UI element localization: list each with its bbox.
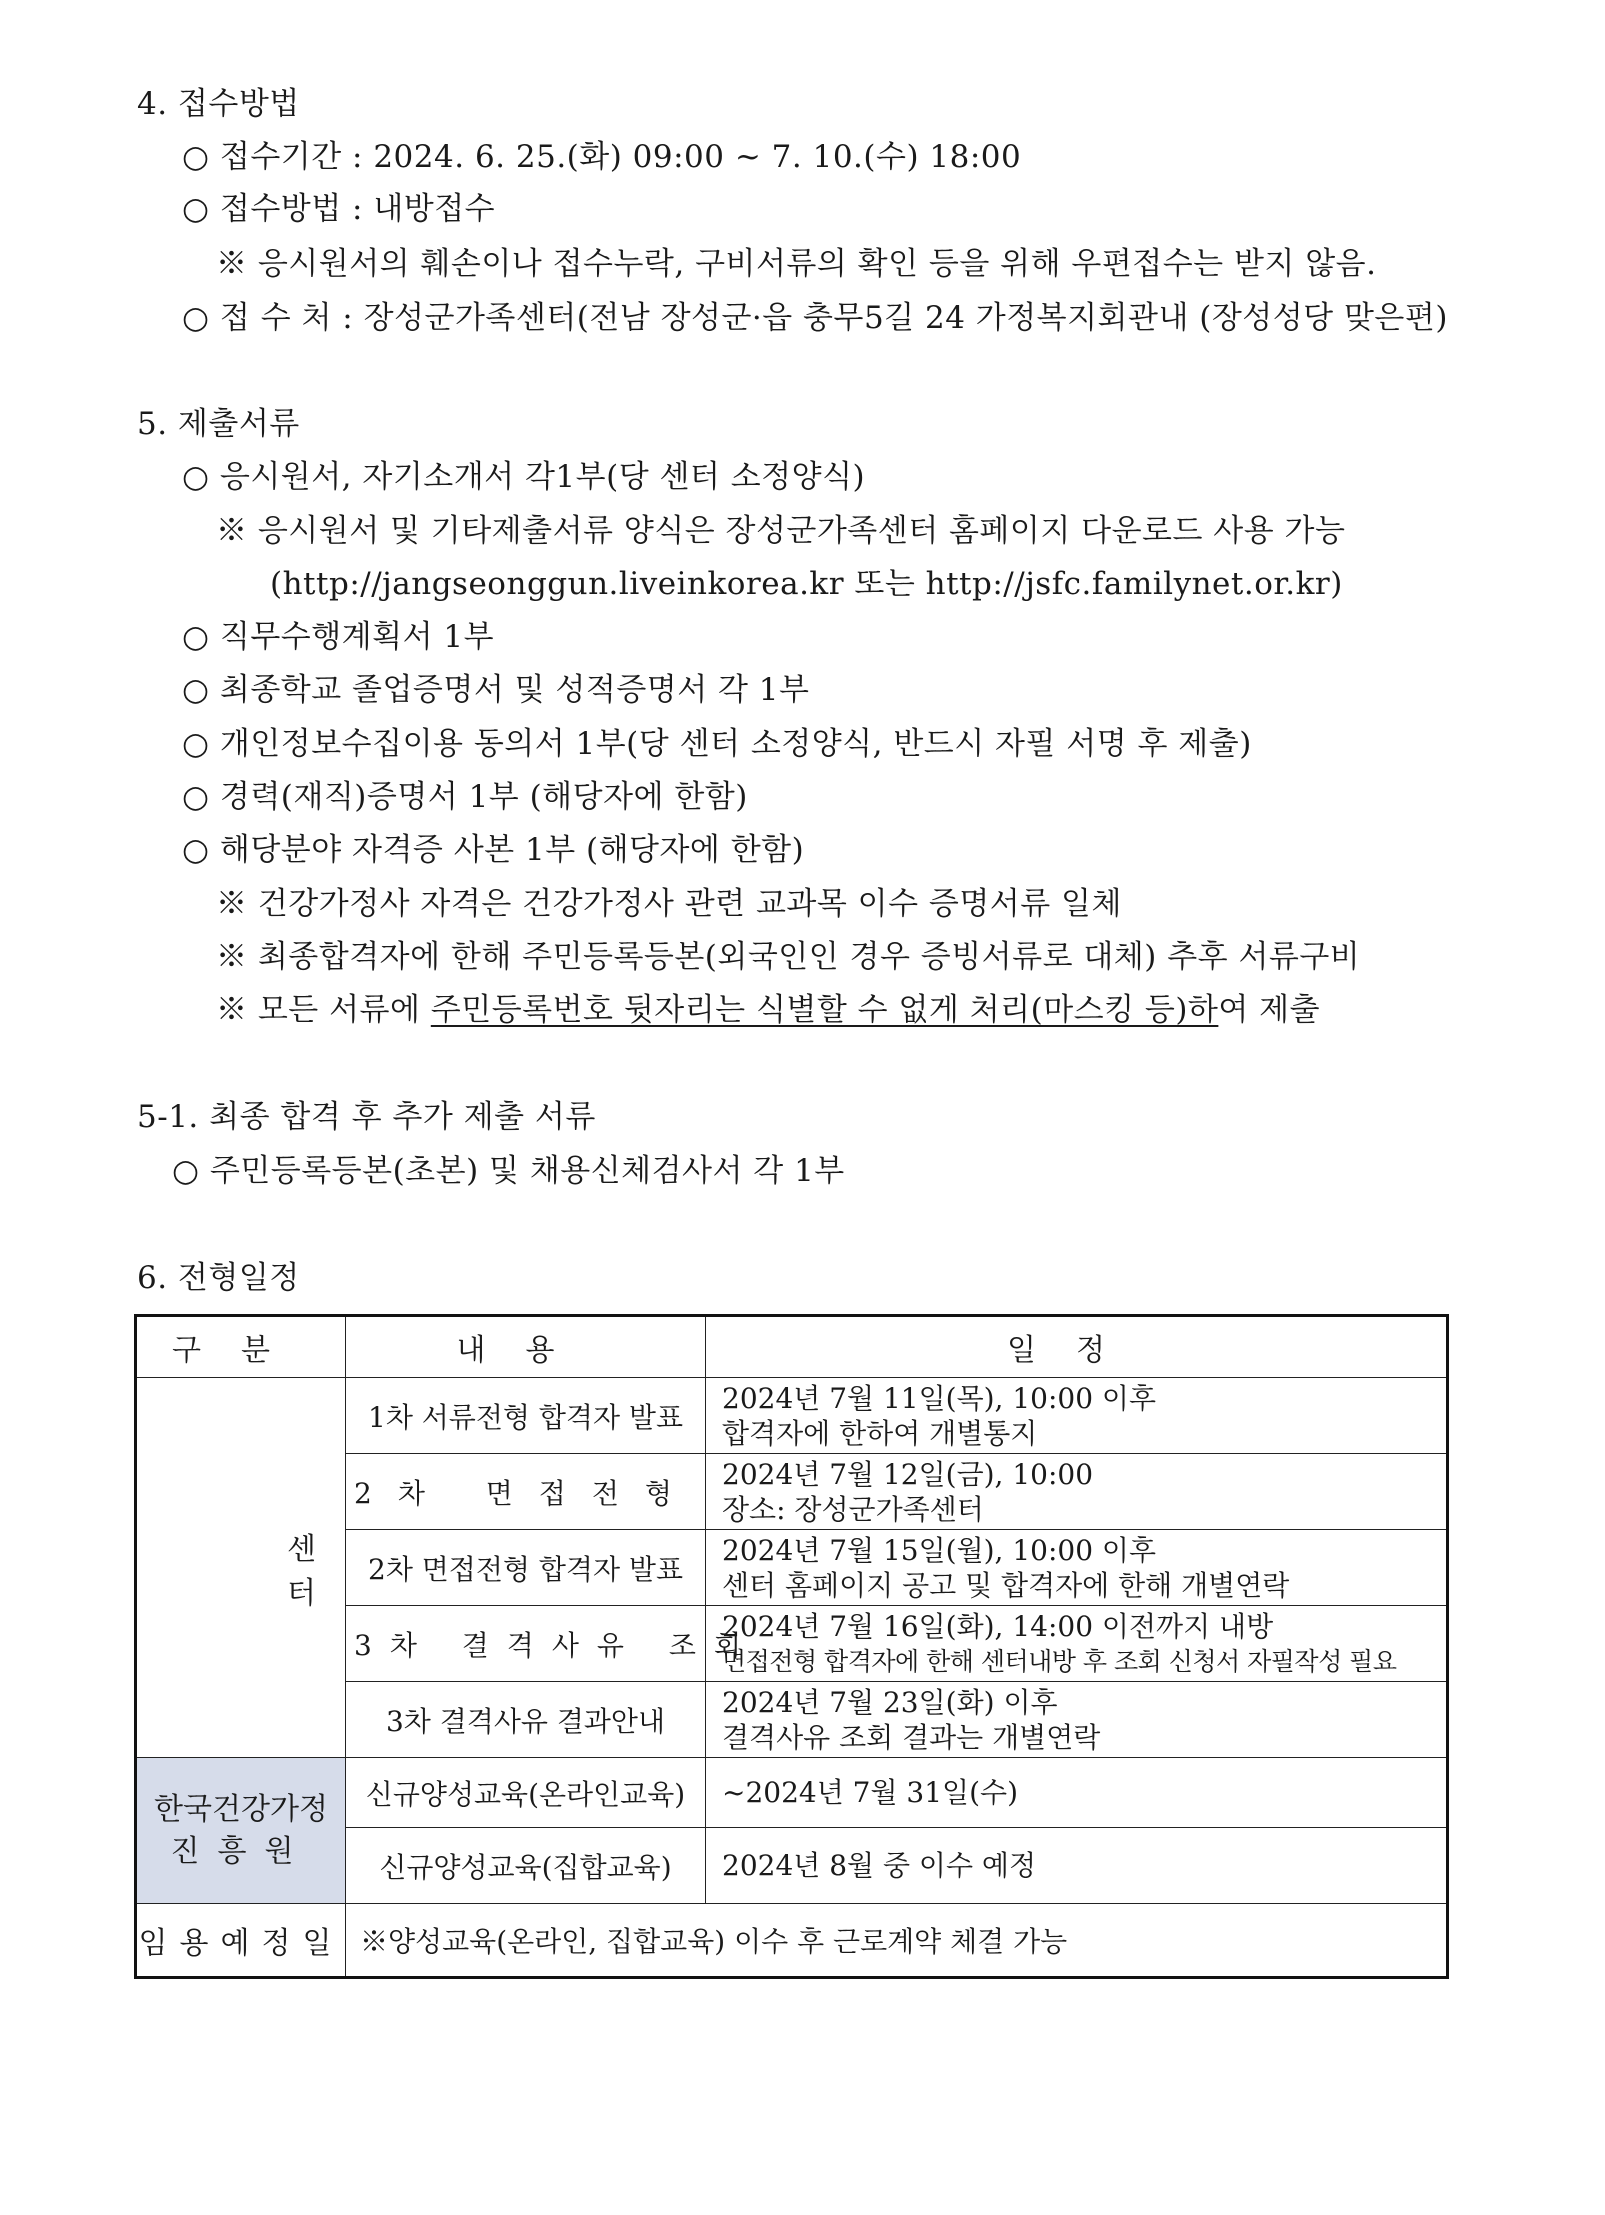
note-masking-underlined: 주민등록번호 뒷자리는 식별할 수 없게 처리(마스킹 등)하 bbox=[430, 992, 1219, 1028]
table-header-row bbox=[136, 1316, 1448, 1378]
row-schedule-line2: 센터 홈페이지 공고 및 합격자에 한해 개별연락 bbox=[722, 1568, 1290, 1602]
row-item: 2차 면접전형 bbox=[346, 1454, 706, 1530]
doc-item-application: ○ 응시원서, 자기소개서 각1부(당 센터 소정양식) bbox=[182, 459, 866, 495]
category-center: 센터 bbox=[136, 1378, 346, 1758]
doc-item-license: ○ 해당분야 자격증 사본 1부 (해당자에 한함) bbox=[182, 832, 805, 868]
header-content: 내용 bbox=[346, 1316, 706, 1378]
section-5-heading: 5. 제출서류 bbox=[137, 406, 300, 442]
doc-item-career: ○ 경력(재직)증명서 1부 (해당자에 한함) bbox=[182, 779, 748, 815]
note-masking bbox=[216, 990, 1320, 1030]
row-schedule-line2: 장소: 장성군가족센터 bbox=[722, 1492, 984, 1526]
reception-method: ○ 접수방법 : 내방접수 bbox=[182, 191, 496, 227]
row-schedule: 2024년 8월 중 이수 예정 bbox=[706, 1828, 1448, 1904]
reception-period: ○ 접수기간 : 2024. 6. 25.(화) 09:00 ~ 7. 10.(수) 18:00 bbox=[182, 139, 1022, 175]
row-schedule bbox=[706, 1454, 1448, 1530]
row-item: 3차 결격사유 조회 bbox=[346, 1606, 706, 1682]
row-schedule: ~2024년 7월 31일(수) bbox=[706, 1758, 1448, 1828]
section-5-1-heading: 5-1. 최종 합격 후 추가 제출 서류 bbox=[137, 1099, 596, 1135]
row-item: 신규양성교육(집합교육) bbox=[346, 1828, 706, 1904]
doc-item-job-plan: ○ 직무수행계획서 1부 bbox=[182, 619, 495, 655]
doc-item-graduation: ○ 최종학교 졸업증명서 및 성적증명서 각 1부 bbox=[182, 672, 810, 708]
section-4-heading: 4. 접수방법 bbox=[137, 86, 300, 122]
row-schedule bbox=[706, 1378, 1448, 1454]
row-schedule-line1: 2024년 7월 12일(금), 10:00 bbox=[722, 1457, 1094, 1491]
row-schedule-line1: 2024년 7월 11일(목), 10:00 이후 bbox=[722, 1381, 1157, 1415]
table-row bbox=[136, 1378, 1448, 1454]
row-schedule-line1: 2024년 7월 15일(월), 10:00 이후 bbox=[722, 1533, 1157, 1567]
row-schedule bbox=[706, 1682, 1448, 1758]
row-schedule-line1: 2024년 7월 16일(화), 14:00 이전까지 내방 bbox=[722, 1609, 1274, 1643]
row-schedule bbox=[706, 1606, 1448, 1682]
note-resident-registration: ※ 최종합격자에 한해 주민등록등본(외국인인 경우 증빙서류로 대체) 추후 서류구비 bbox=[216, 939, 1361, 975]
header-category: 구분 bbox=[136, 1316, 346, 1378]
row-item: 3차 결격사유 결과안내 bbox=[346, 1682, 706, 1758]
row-schedule-line2: 면접전형 합격자에 한해 센터내방 후 조회 신청서 자필작성 필요 bbox=[722, 1646, 1397, 1676]
doc-item-application-note: ※ 응시원서 및 기타제출서류 양식은 장성군가족센터 홈페이지 다운로드 사용 가능 bbox=[216, 513, 1346, 549]
note-family-counselor: ※ 건강가정사 자격은 건강가정사 관련 교과목 이수 증명서류 일체 bbox=[216, 886, 1122, 922]
additional-doc-item: ○ 주민등록등본(초본) 및 채용신체검사서 각 1부 bbox=[172, 1153, 845, 1189]
appointment-note: ※양성교육(온라인, 집합교육) 이수 후 근로계약 체결 가능 bbox=[346, 1904, 1448, 1978]
row-schedule-line2: 결격사유 조회 결과는 개별연락 bbox=[722, 1720, 1101, 1754]
table-row bbox=[136, 1758, 1448, 1828]
schedule-table bbox=[134, 1314, 1449, 1979]
row-schedule-line2: 합격자에 한하여 개별통지 bbox=[722, 1416, 1038, 1450]
row-item: 신규양성교육(온라인교육) bbox=[346, 1758, 706, 1828]
category-kihf-line1: 한국건강가정 bbox=[154, 1791, 328, 1827]
category-kihf bbox=[136, 1758, 346, 1904]
reception-method-note: ※ 응시원서의 훼손이나 접수누락, 구비서류의 확인 등을 위해 우편접수는 받지 않음. bbox=[216, 246, 1377, 282]
table-row bbox=[136, 1904, 1448, 1978]
row-schedule bbox=[706, 1530, 1448, 1606]
note-masking-suffix: 여 제출 bbox=[1218, 992, 1321, 1028]
download-urls: (http://jangseonggun.liveinkorea.kr 또는 http://jsfc.familynet.or.kr) bbox=[270, 566, 1343, 602]
reception-place: ○ 접 수 처 : 장성군가족센터(전남 장성군·읍 충무5길 24 가정복지회관내 (장성성당 맞은편) bbox=[182, 300, 1448, 336]
note-masking-prefix: ※ 모든 서류에 bbox=[216, 992, 431, 1028]
header-schedule: 일정 bbox=[706, 1316, 1448, 1378]
doc-item-privacy-consent: ○ 개인정보수집이용 동의서 1부(당 센터 소정양식, 반드시 자필 서명 후 제출) bbox=[182, 726, 1252, 762]
row-schedule-line1: 2024년 7월 23일(화) 이후 bbox=[722, 1685, 1058, 1719]
category-appointment: 임용예정일 bbox=[136, 1904, 346, 1978]
row-item: 2차 면접전형 합격자 발표 bbox=[346, 1530, 706, 1606]
row-item: 1차 서류전형 합격자 발표 bbox=[346, 1378, 706, 1454]
section-6-heading: 6. 전형일정 bbox=[137, 1260, 300, 1296]
category-kihf-line2: 진흥원 bbox=[170, 1833, 312, 1869]
